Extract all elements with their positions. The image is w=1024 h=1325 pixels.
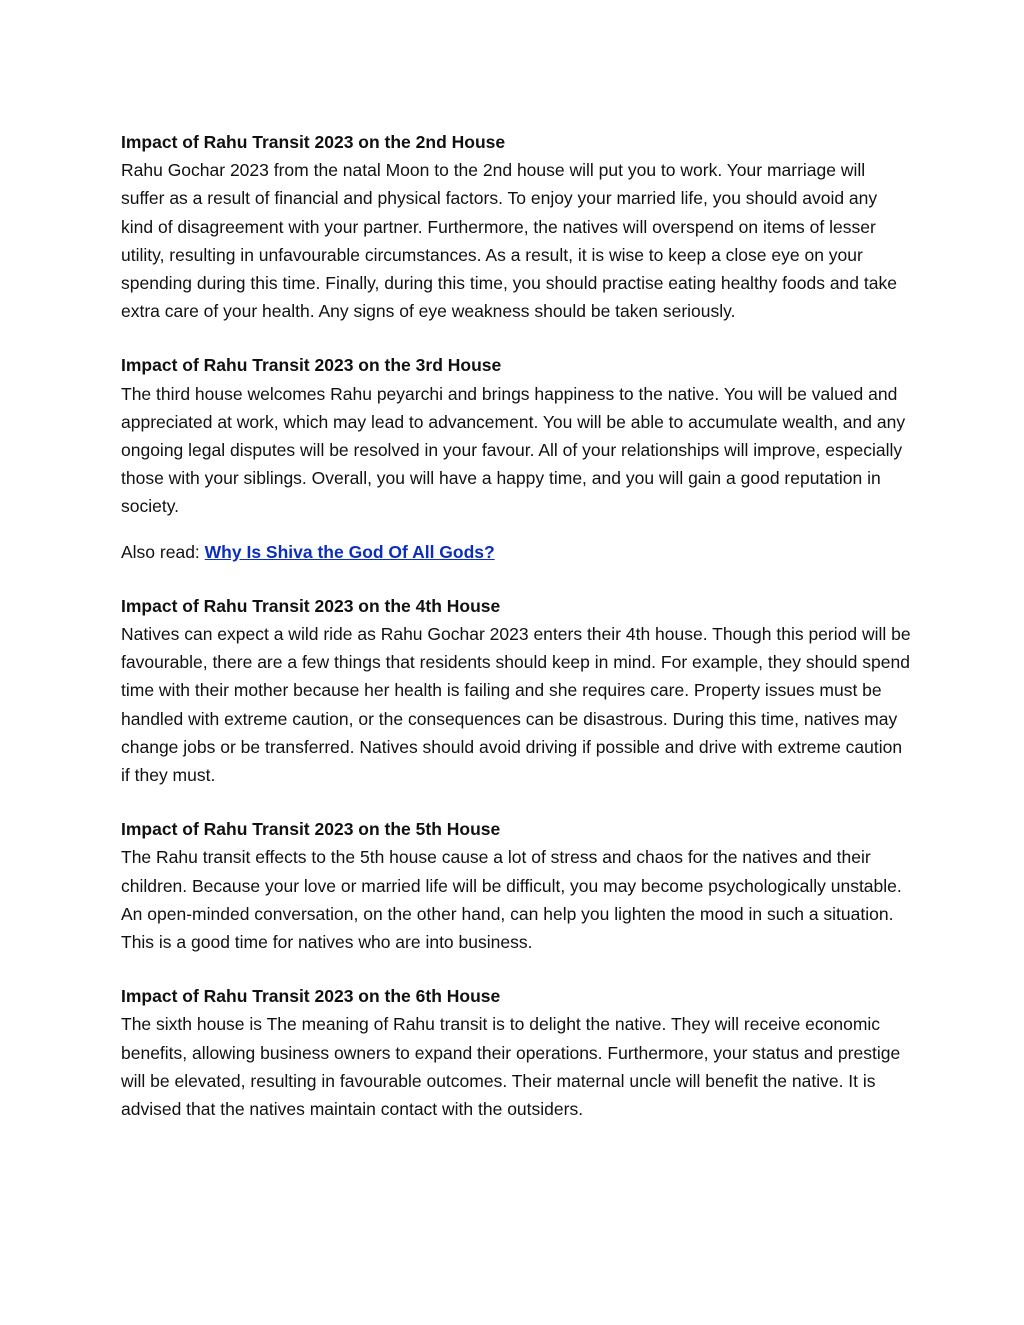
section-body: The Rahu transit effects to the 5th house cause a lot of stress and chaos for the natives and their children. Because your love or married life will be difficult, you may become psychologically unstable. An open-minded conversation, on the other hand, can help you lighten the mood in such a situation. This is a good time for natives who are into business. (121, 847, 902, 953)
document-page (121, 128, 911, 1149)
section-4th-house (121, 592, 911, 789)
section-heading: Impact of Rahu Transit 2023 on the 4th House (121, 595, 501, 616)
section-body: The third house welcomes Rahu peyarchi and brings happiness to the native. You will be valued and appreciated at work, which may lead to advancement. You will be able to accumulate wealth, and any ongoing legal disputes will be resolved in your favour. All of your relationships will improve, especially those with your siblings. Overall, you will have a happy time, and you will gain a good reputation in society. (121, 383, 906, 517)
section-heading: Impact of Rahu Transit 2023 on the 5th House (121, 819, 501, 840)
also-read-link[interactable]: Why Is Shiva the God Of All Gods? (204, 541, 495, 562)
section-heading: Impact of Rahu Transit 2023 on the 3rd House (121, 355, 502, 376)
section-5th-house (121, 815, 911, 956)
section-body: Rahu Gochar 2023 from the natal Moon to the 2nd house will put you to work. Your marriage will suffer as a result of financial and physical factors. To enjoy your married life, you should avoid any kind of disagreement with your partner. Furthermore, the natives will overspend on items of lesser utility, resulting in unfavourable circumstances. As a result, it is wise to keep a close eye on your spending during this time. Finally, during this time, you should practise eating healthy foods and take extra care of your health. Any signs of eye weakness should be taken seriously. (121, 160, 897, 322)
section-heading: Impact of Rahu Transit 2023 on the 2nd House (121, 132, 506, 152)
section-heading: Impact of Rahu Transit 2023 on the 6th House (121, 986, 501, 1007)
section-body: Natives can expect a wild ride as Rahu Gochar 2023 enters their 4th house. Though this period will be favourable, there are a few things that residents should keep in mind. For example, they should spend time with their mother because her health is failing and she requires care. Property issues must be handled with extreme caution, or the consequences can be disastrous. During this time, natives may change jobs or be transferred. Natives should avoid driving if possible and drive with extreme caution if they must. (121, 624, 911, 786)
also-read-prefix: Also read: (121, 541, 205, 562)
also-read-line (121, 538, 911, 566)
section-2nd-house (121, 128, 911, 325)
section-body: The sixth house is The meaning of Rahu transit is to delight the native. They will receive economic benefits, allowing business owners to expand their operations. Furthermore, your status and prestige will be elevated, resulting in favourable outcomes. Their maternal uncle will benefit the native. It is advised that the natives maintain contact with the outsiders. (121, 1014, 901, 1120)
section-3rd-house (121, 351, 911, 520)
section-6th-house (121, 982, 911, 1123)
